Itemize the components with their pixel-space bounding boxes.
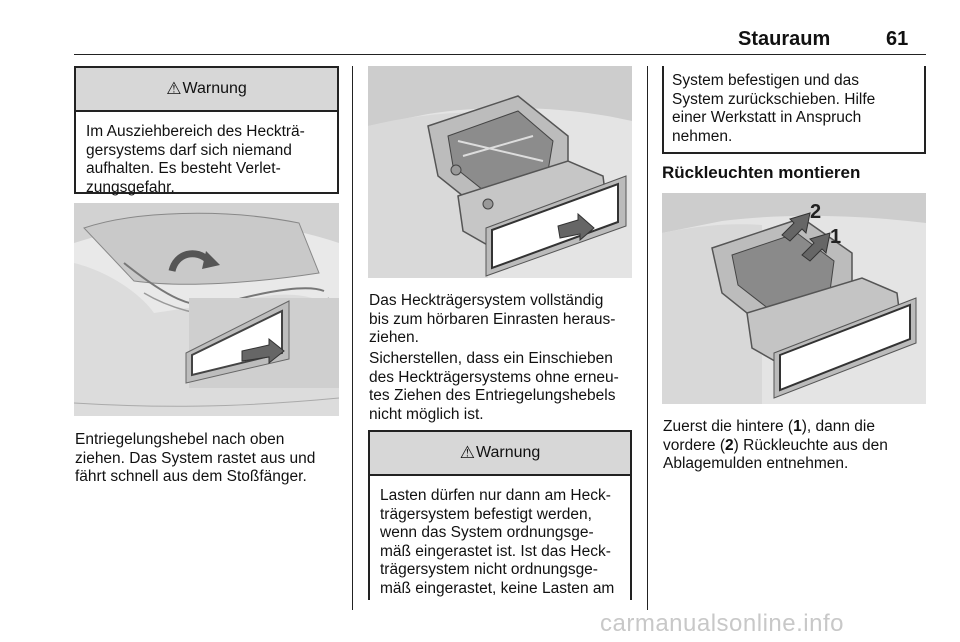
warning-line: mäß eingerastet ist. Ist das Heck- [380, 542, 611, 560]
warning-text [76, 112, 337, 205]
label-2: 2 [810, 201, 822, 223]
pull-out-carrier-illustration [368, 66, 632, 278]
warning-header [370, 432, 630, 476]
warning-line: Lasten dürfen nur dann am Heck- [380, 487, 611, 504]
middle-paragraph-2 [369, 350, 619, 424]
section-heading: Rückleuchten montieren [662, 163, 861, 182]
warning-line: mäß eingerastet, keine Lasten am [380, 579, 615, 597]
paragraph-line: ziehen. [369, 329, 419, 347]
column-divider-left [352, 66, 353, 610]
label-1: 1 [830, 226, 842, 248]
warning-title: Warnung [182, 80, 247, 97]
warning-header [76, 68, 337, 112]
paragraph-line: des Heckträgersystems ohne erneu- [369, 368, 619, 386]
paragraph-line: tes Ziehen des Entriegelungshebels [369, 387, 616, 405]
paragraph-line: Ablagemulden entnehmen. [663, 455, 849, 473]
column-divider-right [647, 66, 648, 610]
header-divider [74, 54, 926, 55]
warning-icon: ⚠ [166, 79, 182, 98]
warning-line: nehmen. [672, 127, 733, 145]
warning-line: System befestigen und das [672, 72, 859, 89]
paragraph-line: Das Heckträgersystem vollständig [369, 292, 604, 309]
warning-line: aufhalten. Es besteht Verlet- [86, 160, 281, 178]
watermark: carmanualsonline.info [600, 610, 844, 637]
warning-continuation-box [662, 66, 926, 154]
caption-line: ziehen. Das System rastet aus und [75, 449, 316, 467]
page-title: Stauraum [738, 28, 831, 50]
caption-line: fährt schnell aus dem Stoßfänger. [75, 468, 307, 486]
warning-line: trägersystem nicht ordnungsge- [380, 561, 598, 579]
warning-box-2 [368, 430, 632, 600]
warning-line: wenn das System ordnungsge- [380, 524, 594, 542]
warning-line: zungsgefahr. [86, 178, 175, 196]
rear-lights-illustration [662, 193, 926, 404]
page-number: 61 [886, 28, 909, 50]
right-paragraph [663, 418, 888, 474]
release-lever-illustration [74, 203, 339, 416]
warning-box [74, 66, 339, 194]
warning-text [370, 476, 630, 607]
left-caption [75, 431, 315, 487]
paragraph-line: vordere (2) Rückleuchte aus den [663, 436, 888, 454]
middle-paragraph-1 [369, 292, 615, 348]
warning-line: Im Ausziehbereich des Heckträ- [86, 123, 305, 140]
paragraph-line: Zuerst die hintere (1), dann die [663, 418, 875, 435]
warning-icon: ⚠ [459, 443, 475, 462]
warning-line: trägersystem befestigt werden, [380, 505, 592, 523]
caption-line: Entriegelungshebel nach oben [75, 431, 285, 448]
warning-line: System zurückschieben. Hilfe [672, 90, 876, 108]
paragraph-line: bis zum hörbaren Einrasten heraus- [369, 310, 616, 328]
warning-line: gersystems darf sich niemand [86, 141, 292, 159]
warning-title: Warnung [475, 444, 541, 461]
paragraph-line: Sicherstellen, dass ein Einschieben [369, 350, 613, 367]
paragraph-line: nicht möglich ist. [369, 405, 484, 423]
warning-line: einer Werkstatt in Anspruch [672, 109, 862, 127]
